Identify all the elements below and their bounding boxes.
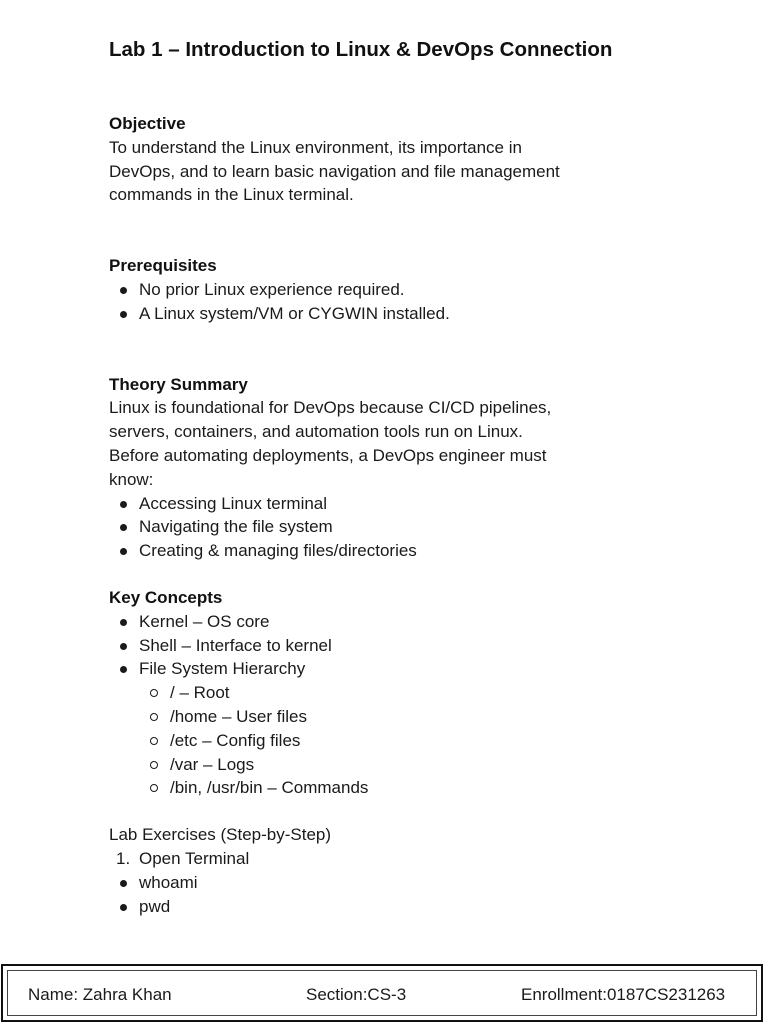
objective-section (109, 112, 649, 207)
theory-section (109, 373, 649, 563)
theory-line: servers, containers, and automation tools run on Linux. (109, 422, 523, 442)
prerequisites-heading: Prerequisites (109, 256, 217, 276)
list-item: A Linux system/VM or CYGWIN installed. (109, 302, 649, 326)
key-concepts-list (109, 610, 649, 800)
command-item: whoami (109, 871, 649, 895)
footer-enrollment: Enrollment:0187CS231263 (521, 985, 726, 1004)
footer-section: Section:CS-3 (306, 985, 407, 1004)
sub-list-item: /etc – Config files (109, 729, 649, 753)
exercises-section (109, 823, 649, 918)
theory-line: Linux is foundational for DevOps because CI/CD pipelines, (109, 398, 552, 418)
theory-heading: Theory Summary (109, 374, 248, 394)
theory-list (109, 492, 649, 563)
objective-heading: Objective (109, 114, 186, 133)
page-title: Lab 1 – Introduction to Linux & DevOps Connection (109, 38, 613, 61)
list-item: Creating & managing files/directories (109, 539, 649, 563)
key-concepts-section (109, 586, 649, 800)
sub-list-item: /home – User files (109, 705, 649, 729)
sub-list-item: /var – Logs (109, 753, 649, 777)
command-item: pwd (109, 895, 649, 919)
document-body (109, 36, 649, 918)
theory-line: Before automating deployments, a DevOps engineer must (109, 445, 547, 465)
key-concepts-heading: Key Concepts (109, 587, 223, 607)
footer-name: Name: Zahra Khan (28, 985, 172, 1004)
prerequisites-section (109, 254, 649, 325)
step-item (109, 847, 649, 871)
commands-list (109, 871, 649, 919)
list-item: Shell – Interface to kernel (109, 634, 649, 658)
list-item: Accessing Linux terminal (109, 492, 649, 516)
objective-line: To understand the Linux environment, its importance in (109, 137, 522, 157)
objective-line: commands in the Linux terminal. (109, 185, 354, 205)
sub-list-item: / – Root (109, 681, 649, 705)
theory-line: know: (109, 469, 154, 489)
objective-line: DevOps, and to learn basic navigation and file management (109, 161, 560, 181)
list-item: Navigating the file system (109, 515, 649, 539)
exercises-heading: Lab Exercises (Step-by-Step) (109, 825, 332, 845)
prerequisites-list (109, 278, 649, 326)
list-item: File System Hierarchy (109, 657, 649, 681)
step-label: Open Terminal (139, 848, 250, 868)
step-number: 1. (116, 848, 131, 868)
sub-list-item: /bin, /usr/bin – Commands (109, 776, 649, 800)
exercises-steps (109, 847, 649, 871)
list-item: Kernel – OS core (109, 610, 649, 634)
list-item: No prior Linux experience required. (109, 278, 649, 302)
